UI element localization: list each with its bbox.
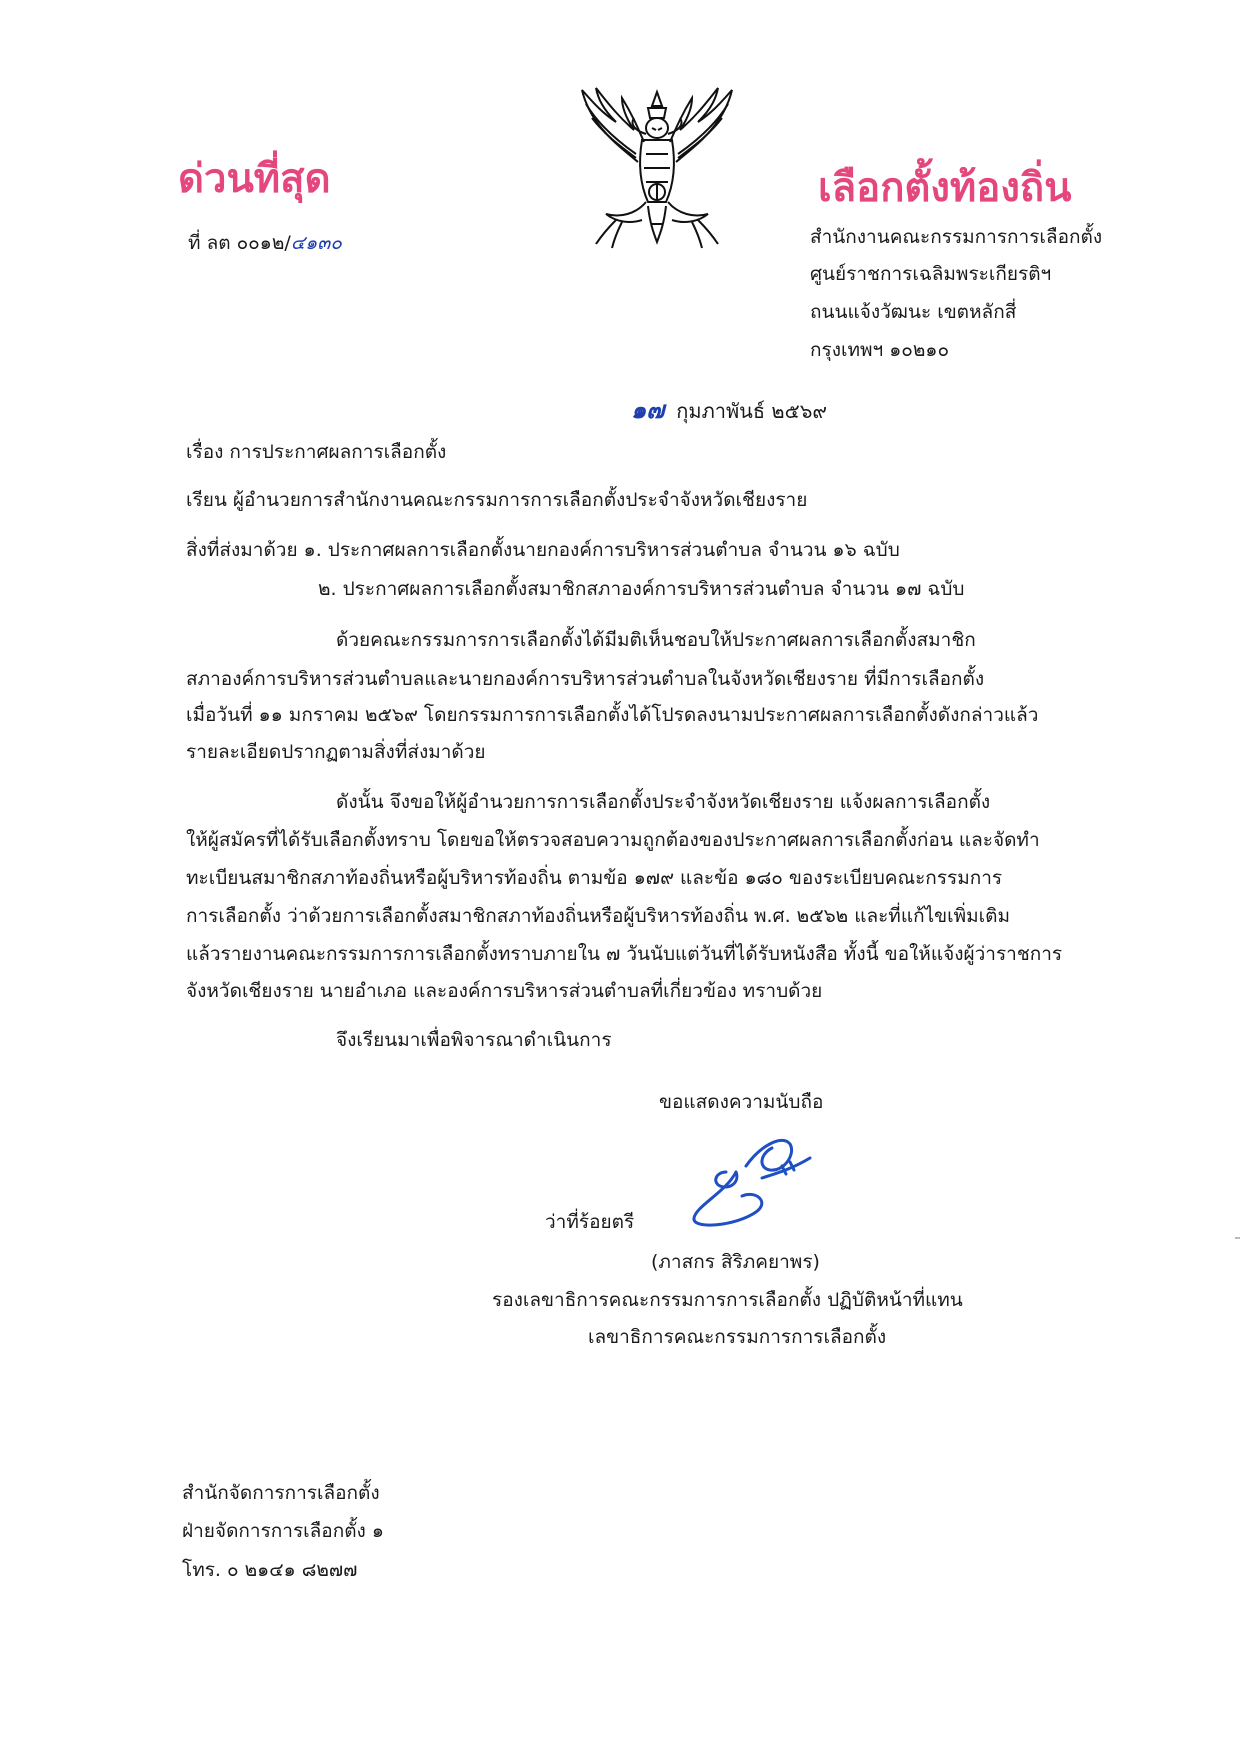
enclosure-item: ๒. ประกาศผลการเลือกตั้งสมาชิกสภาองค์การบริหารส่วนตำบล จำนวน ๑๗ ฉบับ — [318, 578, 965, 600]
footer-division: ฝ่ายจัดการการเลือกตั้ง ๑ — [182, 1520, 384, 1542]
enclosure-item: สิ่งที่ส่งมาด้วย ๑. ประกาศผลการเลือกตั้งนายกองค์การบริหารส่วนตำบล จำนวน ๑๖ ฉบับ — [186, 539, 900, 561]
scan-mark — [1235, 1237, 1240, 1239]
date-day-handwritten: ๑๗ — [631, 396, 665, 424]
paragraph-line: สภาองค์การบริหารส่วนตำบลและนายกองค์การบริหารส่วนตำบลในจังหวัดเชียงราย ที่มีการเลือกตั้ง — [186, 668, 985, 690]
paragraph-line: เมื่อวันที่ ๑๑ มกราคม ๒๕๖๙ โดยกรรมการการเลือกตั้งได้โปรดลงนามประกาศผลการเลือกตั้งดังกล่าวแล้ว — [186, 704, 1039, 726]
date-month-year: กุมภาพันธ์ ๒๕๖๙ — [676, 399, 828, 423]
handwritten-signature — [686, 1126, 820, 1230]
paragraph-line: รายละเอียดปรากฏตามสิ่งที่ส่งมาด้วย — [186, 741, 486, 763]
paragraph-line: ดังนั้น จึงขอให้ผู้อำนวยการการเลือกตั้งประจำจังหวัดเชียงราย แจ้งผลการเลือกตั้ง — [336, 791, 991, 813]
sender-address-line: สำนักงานคณะกรรมการการเลือกตั้ง — [810, 226, 1103, 248]
urgency-stamp: ด่วนที่สุด — [178, 156, 331, 202]
signatory-title: รองเลขาธิการคณะกรรมการการเลือกตั้ง ปฏิบัติหน้าที่แทน — [492, 1289, 963, 1311]
paragraph-line: จังหวัดเชียงราย นายอำเภอ และองค์การบริหารส่วนตำบลที่เกี่ยวข้อง ทราบด้วย — [186, 980, 823, 1002]
sender-address-line: ถนนแจ้งวัฒนะ เขตหลักสี่ — [810, 301, 1017, 323]
paragraph-line: การเลือกตั้ง ว่าด้วยการเลือกตั้งสมาชิกสภาท้องถิ่นหรือผู้บริหารท้องถิ่น พ.ศ. ๒๕๖๒ และที่แก้ไขเพิ่มเติม — [186, 905, 1011, 927]
document-number-prefix: ที่ ลต ๐๐๑๒/ — [188, 232, 291, 254]
footer-office: สำนักจัดการการเลือกตั้ง — [182, 1482, 380, 1504]
garuda-emblem-icon — [576, 84, 738, 252]
paragraph-line: ให้ผู้สมัครที่ได้รับเลือกตั้งทราบ โดยขอให้ตรวจสอบความถูกต้องของประกาศผลการเลือกตั้งก่อน และจัดทำ — [186, 829, 1040, 851]
closing-request: จึงเรียนมาเพื่อพิจารณาดำเนินการ — [336, 1029, 612, 1051]
paragraph-line: ด้วยคณะกรรมการการเลือกตั้งได้มีมติเห็นชอบให้ประกาศผลการเลือกตั้งสมาชิก — [336, 629, 976, 651]
salutation: ขอแสดงความนับถือ — [659, 1091, 824, 1113]
document-type-stamp: เลือกตั้งท้องถิ่น — [818, 165, 1072, 211]
footer-phone: โทร. ๐ ๒๑๔๑ ๘๒๗๗ — [182, 1559, 358, 1581]
signatory-title: เลขาธิการคณะกรรมการการเลือกตั้ง — [588, 1326, 887, 1348]
subject-line: เรื่อง การประกาศผลการเลือกตั้ง — [186, 441, 447, 463]
sender-address-line: กรุงเทพฯ ๑๐๒๑๐ — [810, 339, 950, 361]
signatory-name: (ภาสกร สิริภคยาพร) — [651, 1251, 820, 1273]
paragraph-line: แล้วรายงานคณะกรรมการการเลือกตั้งทราบภายใน ๗ วันนับแต่วันที่ได้รับหนังสือ ทั้งนี้ ขอให้แจ้งผู้ว่าราชการ — [186, 943, 1063, 965]
document-number-handwritten: ๔๑๓๐ — [290, 232, 342, 254]
paragraph-line: ทะเบียนสมาชิกสภาท้องถิ่นหรือผู้บริหารท้องถิ่น ตามข้อ ๑๗๙ และข้อ ๑๘๐ ของระเบียบคณะกรรมการ — [186, 867, 1003, 889]
document-number — [188, 228, 342, 258]
letter-date — [631, 390, 827, 429]
signatory-rank: ว่าที่ร้อยตรี — [545, 1211, 635, 1233]
sender-address-line: ศูนย์ราชการเฉลิมพระเกียรติฯ — [810, 263, 1052, 285]
recipient-line: เรียน ผู้อำนวยการสำนักงานคณะกรรมการการเลือกตั้งประจำจังหวัดเชียงราย — [186, 489, 808, 511]
